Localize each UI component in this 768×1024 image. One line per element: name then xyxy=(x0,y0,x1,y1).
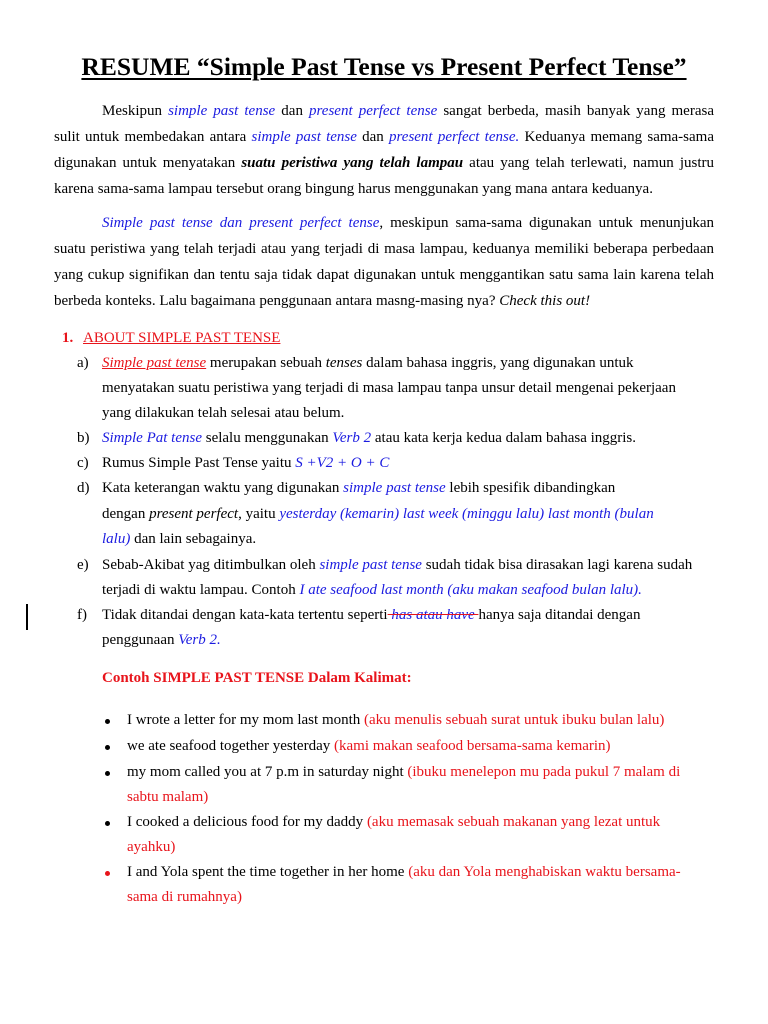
term-simple-past: simple past tense xyxy=(343,480,446,496)
list-item xyxy=(127,863,681,881)
text-run: Kata keterangan waktu yang digunakan xyxy=(102,480,344,496)
term-verb2: Verb 2 xyxy=(332,430,372,446)
text-run: hanya saja ditandai dengan xyxy=(478,607,641,623)
text-run: penggunaan xyxy=(102,632,179,648)
example-translation: (aku dan Yola menghabiskan waktu bersama- xyxy=(408,864,681,880)
example-english: I cooked a delicious food for my daddy xyxy=(127,814,367,830)
text-run: Tidak ditandai dengan kata-kata tertentu seperti xyxy=(102,607,388,623)
paragraph-line xyxy=(54,128,714,146)
list-item-line xyxy=(102,631,221,649)
list-item-line xyxy=(102,606,640,624)
text-run: sulit untuk membedakan antara xyxy=(54,129,252,145)
example-english: we ate seafood together yesterday xyxy=(127,738,334,754)
section-number: 1. xyxy=(62,330,74,346)
list-item-line xyxy=(102,505,654,523)
list-marker: a) xyxy=(77,355,89,371)
text-run: digunakan untuk menyatakan xyxy=(54,155,242,171)
examples-heading: Contoh SIMPLE PAST TENSE Dalam Kalimat: xyxy=(102,670,412,686)
text-run: merupakan sebuah xyxy=(206,355,326,371)
list-item-line xyxy=(102,429,636,447)
term-simple-past: simple past tense xyxy=(168,103,276,119)
example-translation-cont: sabtu malam) xyxy=(127,789,209,805)
text-run: Meskipun xyxy=(102,103,169,119)
text-run: , meskipun sama-sama digunakan untuk menunjukan xyxy=(379,215,714,231)
list-item-line: yang dilakukan telah selesai atau belum. xyxy=(102,405,345,421)
term-present-perfect: present perfect xyxy=(149,506,239,522)
example-english: I and Yola spent the time together in her home xyxy=(127,864,409,880)
text-run: dan xyxy=(356,129,389,145)
paragraph-line xyxy=(102,102,714,120)
example-english: my mom called you at 7 p.m in saturday night xyxy=(127,764,408,780)
list-marker: f) xyxy=(77,607,87,623)
list-item xyxy=(127,737,611,755)
formula-text: S +V2 + O + C xyxy=(295,455,390,471)
list-marker: b) xyxy=(77,430,90,446)
time-keywords: yesterday (kemarin) last week (minggu lalu) last month (bulan xyxy=(279,506,654,522)
text-run: Sebab-Akibat yag ditimbulkan oleh xyxy=(102,557,320,573)
list-item-line xyxy=(102,530,256,548)
time-keywords: lalu) xyxy=(102,531,131,547)
list-item-line xyxy=(102,354,634,372)
term-simple-past: Simple Pat tense xyxy=(102,430,202,446)
term-verb2: Verb 2. xyxy=(178,632,221,648)
list-item xyxy=(127,813,660,831)
term-both-tenses: Simple past tense dan present perfect tense xyxy=(102,215,380,231)
example-translation-cont: sama di rumahnya) xyxy=(127,889,242,905)
text-run: , yaitu xyxy=(238,506,280,522)
list-item xyxy=(127,763,680,781)
example-translation-cont: ayahku) xyxy=(127,839,176,855)
list-item xyxy=(127,711,664,729)
example-translation: (aku menulis sebuah surat untuk ibuku bulan lalu) xyxy=(364,712,665,728)
text-cursor xyxy=(26,604,28,630)
term-present-perfect: present perfect tense xyxy=(309,103,438,119)
text-run: dan lain sebagainya. xyxy=(130,531,257,547)
paragraph-line: karena sama-sama lampau tersebut orang bingung harus menggunakan yang mana antara keduanya. xyxy=(54,181,653,197)
list-item-line: menyatakan suatu peristiwa yang terjadi di masa lampau tanpa unsur detail mengenai pekerjaan xyxy=(102,380,676,396)
example-translation: (aku memasak sebuah makanan yang lezat untuk xyxy=(366,814,661,830)
text-run: sangat berbeda, masih banyak yang merasa xyxy=(437,103,714,119)
bullet-icon xyxy=(105,821,110,826)
list-item-line xyxy=(102,556,692,574)
example-sentence: I ate seafood last month (aku makan seafood bulan lalu). xyxy=(299,582,642,598)
text-run: berbeda konteks. Lalu bagaimana penggunaan antara masng-masing nya? xyxy=(54,293,500,309)
text-run: dan xyxy=(275,103,310,119)
bullet-icon xyxy=(105,871,110,876)
text-run: atau yang telah terlewati, namun justru xyxy=(463,155,714,171)
section-heading: ABOUT SIMPLE PAST TENSE xyxy=(83,330,281,346)
paragraph-line xyxy=(54,154,714,172)
text-run: dalam bahasa inggris, yang digunakan untuk xyxy=(362,355,634,371)
term-simple-past: simple past tense xyxy=(251,129,357,145)
list-marker: e) xyxy=(77,557,89,573)
text-run: dengan xyxy=(102,506,150,522)
term-simple-past: simple past tense xyxy=(319,557,422,573)
struck-text: has atau have xyxy=(387,607,479,623)
text-run: Rumus Simple Past Tense yaitu xyxy=(102,455,296,471)
term-present-perfect: present perfect tense. xyxy=(389,129,520,145)
paragraph-line xyxy=(54,292,590,310)
bullet-icon xyxy=(105,719,110,724)
document-title: RESUME “Simple Past Tense vs Present Perfect Tense” xyxy=(81,52,687,81)
list-marker: d) xyxy=(77,480,90,496)
example-english: I wrote a letter for my mom last month xyxy=(127,712,365,728)
emphasis-text: Check this out! xyxy=(499,293,591,309)
text-run: Keduanya memang sama-sama xyxy=(519,129,714,145)
text-run: selalu menggunakan xyxy=(201,430,333,446)
text-run: sudah tidak bisa dirasakan lagi karena sudah xyxy=(421,557,693,573)
example-translation: (kami makan seafood bersama-sama kemarin) xyxy=(334,738,611,754)
term-simple-past: Simple past tense xyxy=(102,355,207,371)
paragraph-line xyxy=(102,214,714,232)
term-tenses: tenses xyxy=(325,355,363,371)
bullet-icon xyxy=(105,745,110,750)
paragraph-line: suatu peristiwa yang telah terjadi atau yang terjadi di masa lampau, keduanya memiliki beberapa perbedaan xyxy=(54,241,714,257)
emphasis-text: suatu peristiwa yang telah lampau xyxy=(241,155,464,171)
example-translation: (ibuku menelepon mu pada pukul 7 malam di xyxy=(407,764,681,780)
bullet-icon xyxy=(105,771,110,776)
paragraph-line: yang cukup signifikan dan tentu saja tidak dapat digunakan untuk menggantikan satu sama lain karena telah xyxy=(54,267,714,283)
list-marker: c) xyxy=(77,455,89,471)
text-run: atau kata kerja kedua dalam bahasa inggris. xyxy=(371,430,637,446)
list-item-line xyxy=(102,454,389,472)
text-run: lebih spesifik dibandingkan xyxy=(445,480,616,496)
list-item-line xyxy=(102,581,642,599)
list-item-line xyxy=(102,479,615,497)
text-run: terjadi di waktu lampau. Contoh xyxy=(102,582,300,598)
